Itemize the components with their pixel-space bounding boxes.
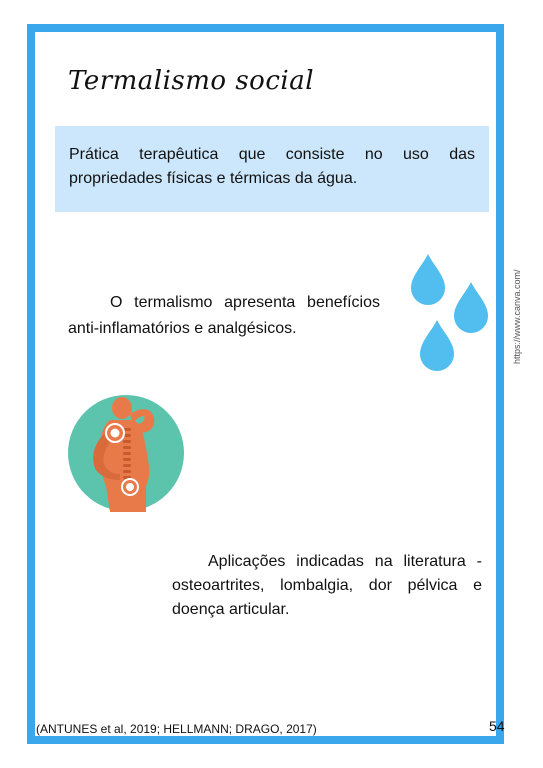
- page-title: Termalismo social: [68, 66, 315, 96]
- water-drops-icon: [405, 252, 495, 374]
- image-credit: https://www.canva.com/: [512, 269, 522, 364]
- definition-text: Prática terapêutica que consiste no uso das propriedades físicas e térmicas da água.: [69, 146, 475, 187]
- references: (ANTUNES et al, 2019; HELLMANN; DRAGO, 2017): [36, 722, 317, 736]
- benefits-paragraph: O termalismo apresenta benefícios anti-inflamatórios e analgésicos.: [68, 294, 380, 337]
- back-pain-icon: [66, 394, 186, 512]
- definition-box: [55, 126, 489, 212]
- page-number: 54: [489, 718, 505, 734]
- applications-paragraph: Aplicações indicadas na literatura - osteoartrites, lombalgia, dor pélvica e doença articular.: [172, 553, 482, 618]
